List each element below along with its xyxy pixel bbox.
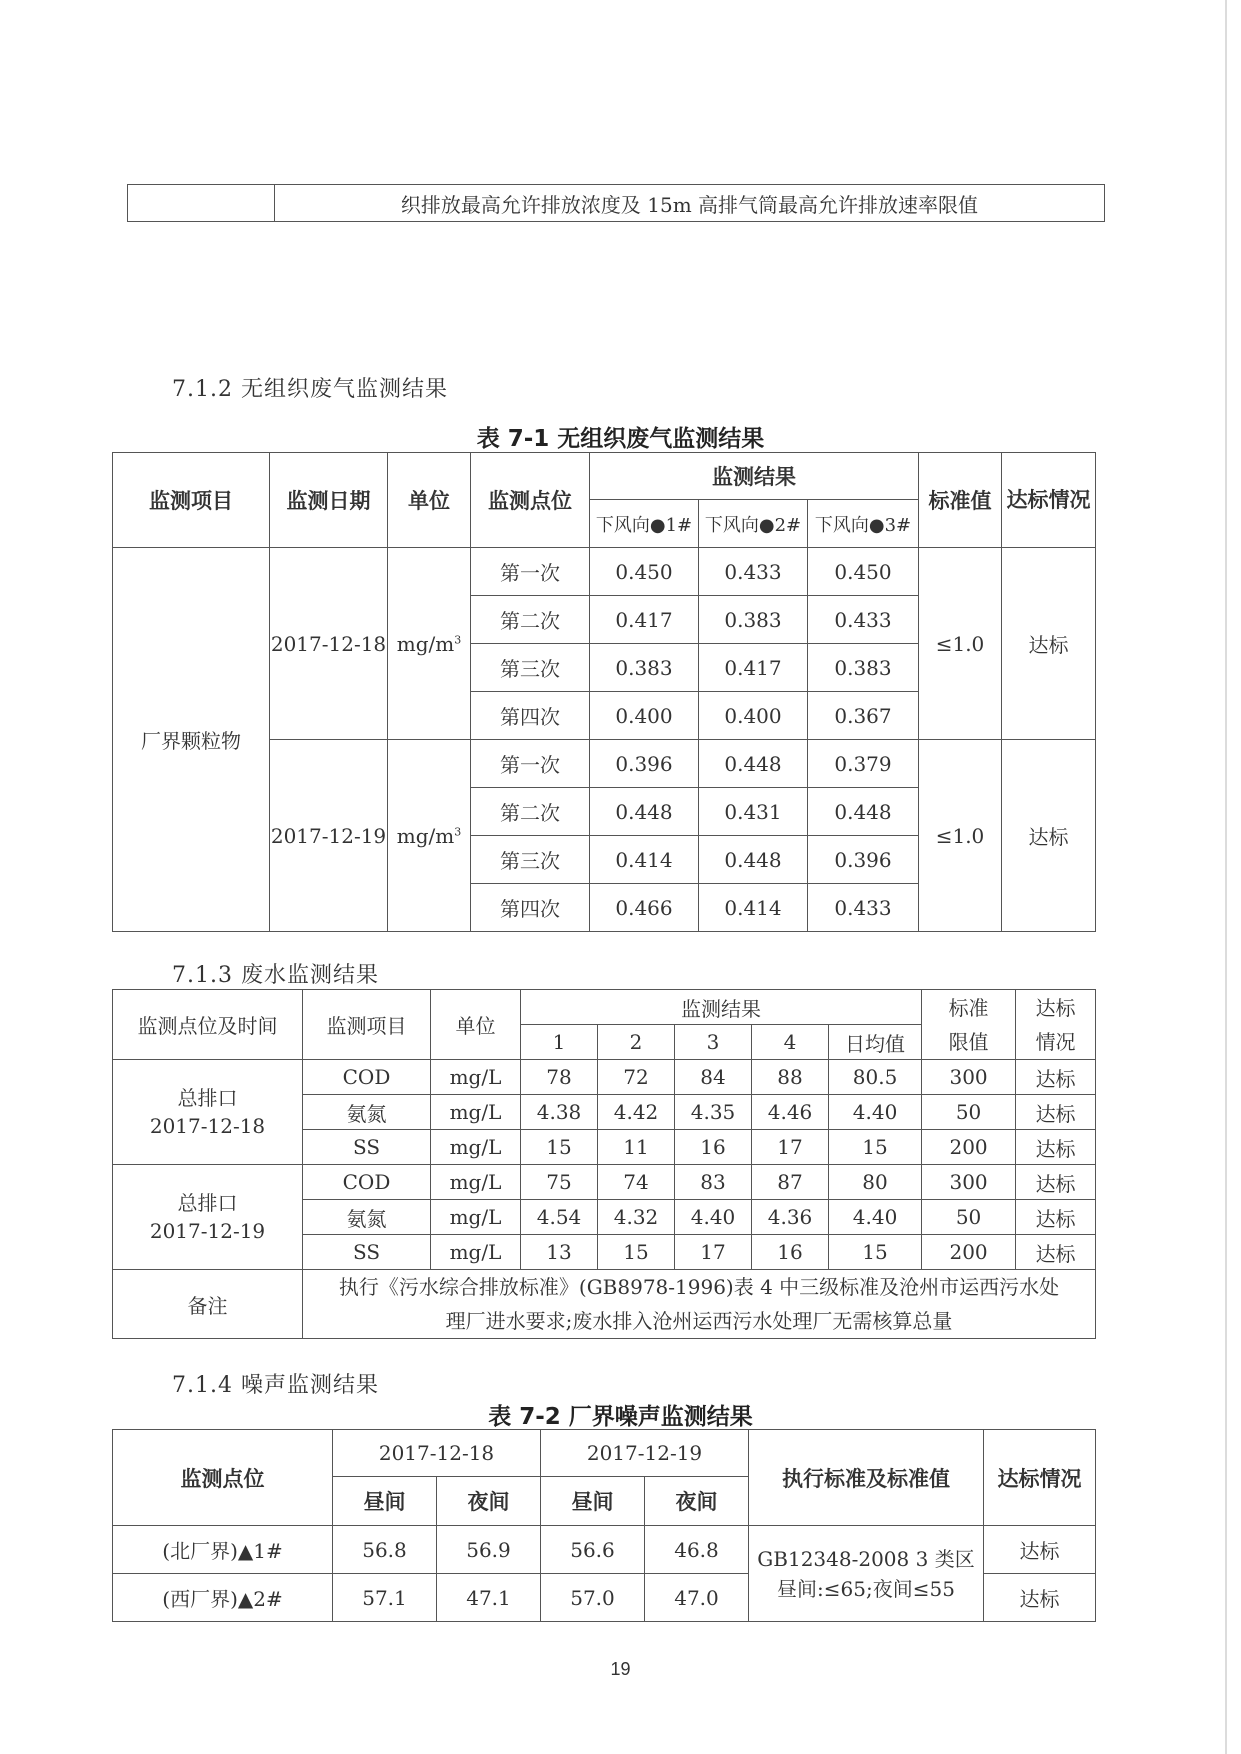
header-status: 达标情况 <box>1002 453 1096 548</box>
value-cell: 0.450 <box>808 548 919 596</box>
value-cell: 0.400 <box>699 692 808 740</box>
value-cell: 17 <box>675 1235 752 1270</box>
row-label: 第三次 <box>471 644 590 692</box>
header-sub: 2 <box>598 1025 675 1060</box>
table1-fugitive-gas <box>112 452 1096 932</box>
value-cell: 15 <box>598 1235 675 1270</box>
value-cell: 4.42 <box>598 1095 675 1130</box>
value-cell: 0.448 <box>808 788 919 836</box>
header-unit: 单位 <box>388 453 471 548</box>
header-point: 监测点位 <box>113 1430 333 1526</box>
item-cell: COD <box>303 1165 431 1200</box>
value-cell: 87 <box>752 1165 829 1200</box>
row-label: 第二次 <box>471 596 590 644</box>
header-sub-2: 下风向●2# <box>699 500 808 548</box>
value-cell: 4.40 <box>829 1095 922 1130</box>
group-standard: ≤1.0 <box>919 548 1002 740</box>
header-day: 昼间 <box>541 1477 645 1526</box>
item-cell: SS <box>303 1235 431 1270</box>
group-standard: ≤1.0 <box>919 740 1002 932</box>
value-cell: 0.433 <box>808 884 919 932</box>
unit-cell: mg/L <box>431 1235 521 1270</box>
header-sub: 3 <box>675 1025 752 1060</box>
value-cell: 84 <box>675 1060 752 1095</box>
header-standard: 标准值 <box>919 453 1002 548</box>
row-label: 第四次 <box>471 692 590 740</box>
header-status: 达标情况 <box>984 1430 1096 1526</box>
value-cell: 0.450 <box>590 548 699 596</box>
status-cell: 达标 <box>1016 1200 1096 1235</box>
unit-cell: mg/L <box>431 1060 521 1095</box>
value-cell: 0.396 <box>590 740 699 788</box>
group-date: 2017-12-19 <box>270 740 388 932</box>
table-header-row <box>113 990 1096 1025</box>
value-cell: 56.6 <box>541 1526 645 1574</box>
standard-cell: GB12348-2008 3 类区 昼间:≤65;夜间≤55 <box>749 1526 984 1622</box>
status-cell: 达标 <box>1016 1235 1096 1270</box>
row-label: 第三次 <box>471 836 590 884</box>
value-cell: 0.400 <box>590 692 699 740</box>
limit-cell: 200 <box>922 1235 1016 1270</box>
value-cell: 0.414 <box>699 884 808 932</box>
row-label: 第二次 <box>471 788 590 836</box>
status-cell: 达标 <box>1016 1130 1096 1165</box>
value-cell: 46.8 <box>645 1526 749 1574</box>
table-row <box>113 1060 1096 1095</box>
group-date: 2017-12-18 <box>270 548 388 740</box>
group-point: 总排口 2017-12-18 <box>113 1060 303 1165</box>
header-status: 达标情况 <box>1016 990 1096 1060</box>
value-cell: 88 <box>752 1060 829 1095</box>
table-noise <box>112 1429 1096 1622</box>
header-sub: 1 <box>521 1025 598 1060</box>
value-cell: 0.448 <box>699 740 808 788</box>
header-night: 夜间 <box>437 1477 541 1526</box>
unit-cell: mg/L <box>431 1095 521 1130</box>
header-night: 夜间 <box>645 1477 749 1526</box>
unit-cell: mg/L <box>431 1130 521 1165</box>
header-sub-3: 下风向●3# <box>808 500 919 548</box>
value-cell: 4.54 <box>521 1200 598 1235</box>
status-cell: 达标 <box>1016 1095 1096 1130</box>
value-cell: 0.433 <box>808 596 919 644</box>
value-cell: 75 <box>521 1165 598 1200</box>
header-sub-1: 下风向●1# <box>590 500 699 548</box>
value-cell: 0.448 <box>699 836 808 884</box>
value-cell: 4.38 <box>521 1095 598 1130</box>
value-cell: 11 <box>598 1130 675 1165</box>
table-row <box>128 185 1105 222</box>
section-heading-713: 7.1.3 废水监测结果 <box>172 963 379 988</box>
row-label: 第一次 <box>471 740 590 788</box>
value-cell: 57.0 <box>541 1574 645 1622</box>
limit-cell: 50 <box>922 1200 1016 1235</box>
table-header-row <box>113 1430 1096 1477</box>
row-label: 第一次 <box>471 548 590 596</box>
group-unit: $mg/m^3$ <box>388 548 471 740</box>
header-point-time: 监测点位及时间 <box>113 990 303 1060</box>
header-item: 监测项目 <box>113 453 270 548</box>
table-row <box>113 548 1096 596</box>
value-cell: 56.8 <box>333 1526 437 1574</box>
unit-cell: mg/L <box>431 1165 521 1200</box>
value-cell: 47.1 <box>437 1574 541 1622</box>
header-result: 监测结果 <box>590 453 919 500</box>
row-label: 第四次 <box>471 884 590 932</box>
limit-cell: 200 <box>922 1130 1016 1165</box>
header-sub: 日均值 <box>829 1025 922 1060</box>
item-cell: 氨氮 <box>303 1095 431 1130</box>
header-day: 昼间 <box>333 1477 437 1526</box>
value-cell: 0.431 <box>699 788 808 836</box>
value-cell: 0.367 <box>808 692 919 740</box>
header-result: 监测结果 <box>521 990 922 1025</box>
value-cell: 16 <box>675 1130 752 1165</box>
value-cell: 4.35 <box>675 1095 752 1130</box>
value-cell: 0.433 <box>699 548 808 596</box>
value-cell: 74 <box>598 1165 675 1200</box>
value-cell: 4.46 <box>752 1095 829 1130</box>
limit-cell: 50 <box>922 1095 1016 1130</box>
status-cell: 达标 <box>1016 1060 1096 1095</box>
note-text: 执行《污水综合排放标准》(GB8978-1996)表 4 中三级标准及沧州市运西污水处 理厂进水要求;废水排入沧州运西污水处理厂无需核算总量 <box>303 1270 1096 1339</box>
unit-cell: mg/L <box>431 1200 521 1235</box>
value-cell: 57.1 <box>333 1574 437 1622</box>
value-cell: 15 <box>829 1235 922 1270</box>
value-cell: 0.417 <box>590 596 699 644</box>
header-sub: 4 <box>752 1025 829 1060</box>
point-cell: (北厂界)▲1# <box>113 1526 333 1574</box>
page-edge <box>1225 0 1227 1754</box>
top-row-text: 织排放最高允许排放浓度及 15m 高排气筒最高允许排放速率限值 <box>275 185 1105 222</box>
table-wastewater <box>112 989 1096 1339</box>
header-date: 监测日期 <box>270 453 388 548</box>
value-cell: 4.40 <box>829 1200 922 1235</box>
item-cell: SS <box>303 1130 431 1165</box>
value-cell: 15 <box>521 1130 598 1165</box>
value-cell: 78 <box>521 1060 598 1095</box>
value-cell: 4.36 <box>752 1200 829 1235</box>
section-heading-712: 7.1.2 无组织废气监测结果 <box>172 377 448 402</box>
header-limit: 标准限值 <box>922 990 1016 1060</box>
group-point: 总排口 2017-12-19 <box>113 1165 303 1270</box>
header-date2: 2017-12-19 <box>541 1430 749 1477</box>
value-cell: 0.383 <box>699 596 808 644</box>
section-heading-714: 7.1.4 噪声监测结果 <box>172 1373 379 1398</box>
status-cell: 达标 <box>1016 1165 1096 1200</box>
table3-caption: 表 7-2 厂界噪声监测结果 <box>488 1404 753 1430</box>
page-number: 19 <box>610 1659 631 1679</box>
header-date1: 2017-12-18 <box>333 1430 541 1477</box>
value-cell: 56.9 <box>437 1526 541 1574</box>
group-status: 达标 <box>1002 548 1096 740</box>
table-row <box>113 1526 1096 1574</box>
header-point: 监测点位 <box>471 453 590 548</box>
group-status: 达标 <box>1002 740 1096 932</box>
empty-cell <box>128 185 275 222</box>
value-cell: 80.5 <box>829 1060 922 1095</box>
top-partial-table <box>127 184 1105 222</box>
value-cell: 0.414 <box>590 836 699 884</box>
value-cell: 13 <box>521 1235 598 1270</box>
value-cell: 4.40 <box>675 1200 752 1235</box>
value-cell: 72 <box>598 1060 675 1095</box>
table-header-row <box>113 453 1096 500</box>
value-cell: 80 <box>829 1165 922 1200</box>
value-cell: 0.448 <box>590 788 699 836</box>
value-cell: 16 <box>752 1235 829 1270</box>
value-cell: 0.396 <box>808 836 919 884</box>
item-name: 厂界颗粒物 <box>113 548 270 932</box>
value-cell: 0.466 <box>590 884 699 932</box>
value-cell: 0.417 <box>699 644 808 692</box>
limit-cell: 300 <box>922 1060 1016 1095</box>
value-cell: 83 <box>675 1165 752 1200</box>
header-unit: 单位 <box>431 990 521 1060</box>
group-unit: $mg/m^3$ <box>388 740 471 932</box>
table-row-note <box>113 1270 1096 1339</box>
value-cell: 47.0 <box>645 1574 749 1622</box>
header-item: 监测项目 <box>303 990 431 1060</box>
item-cell: 氨氮 <box>303 1200 431 1235</box>
table-row <box>113 1165 1096 1200</box>
header-standard: 执行标准及标准值 <box>749 1430 984 1526</box>
status-cell: 达标 <box>984 1574 1096 1622</box>
value-cell: 17 <box>752 1130 829 1165</box>
value-cell: 0.383 <box>590 644 699 692</box>
limit-cell: 300 <box>922 1165 1016 1200</box>
value-cell: 0.383 <box>808 644 919 692</box>
item-cell: COD <box>303 1060 431 1095</box>
value-cell: 15 <box>829 1130 922 1165</box>
value-cell: 4.32 <box>598 1200 675 1235</box>
table1-caption: 表 7-1 无组织废气监测结果 <box>476 426 765 452</box>
value-cell: 0.379 <box>808 740 919 788</box>
note-label: 备注 <box>113 1270 303 1339</box>
point-cell: (西厂界)▲2# <box>113 1574 333 1622</box>
status-cell: 达标 <box>984 1526 1096 1574</box>
